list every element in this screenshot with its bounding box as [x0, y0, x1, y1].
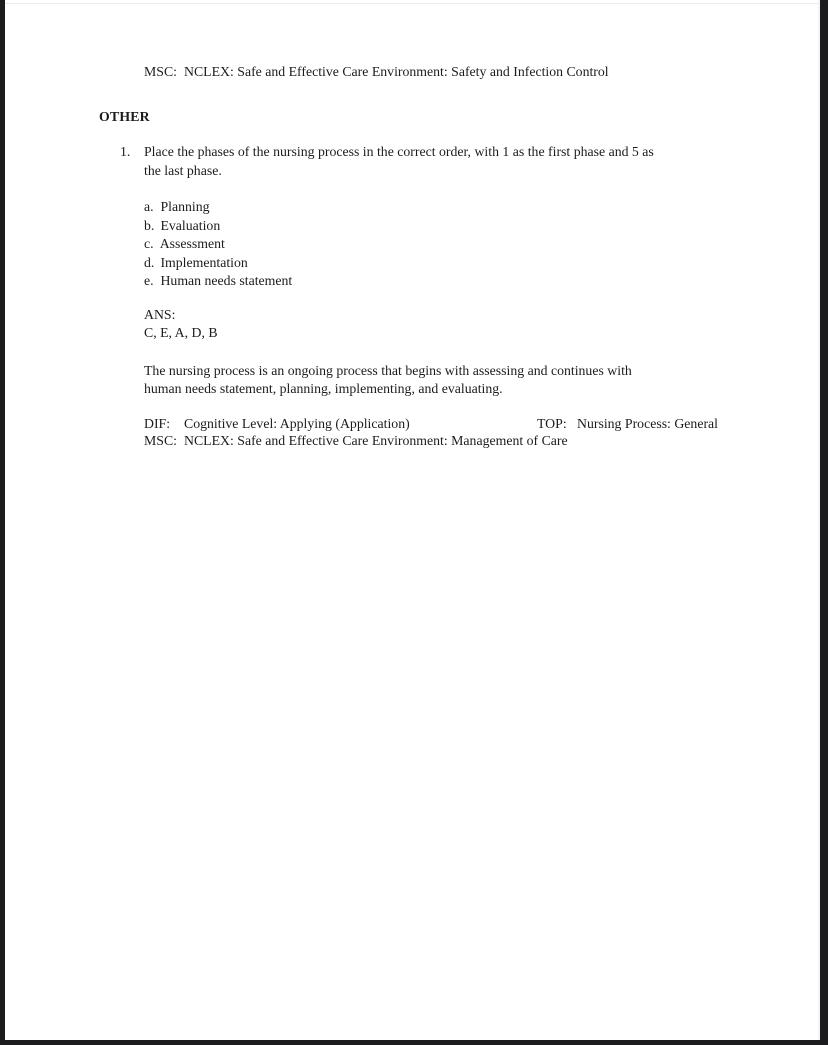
- msc-value: NCLEX: Safe and Effective Care Environment: Safety and Infection Control: [184, 64, 609, 79]
- dif-top-line: [144, 415, 758, 432]
- option-row: [144, 198, 758, 217]
- question-prompt: [144, 143, 654, 180]
- top-part: [537, 415, 718, 432]
- option-letter: d.: [144, 254, 155, 270]
- option-text: Assessment: [159, 236, 225, 252]
- previous-question-msc-line: [144, 63, 758, 82]
- page-content: [5, 63, 818, 449]
- option-text: Human needs statement: [160, 273, 293, 289]
- dif-label: DIF:: [144, 415, 171, 431]
- top-value: Nursing Process: General: [577, 415, 719, 431]
- question-prompt-line: Place the phases of the nursing process in the correct order, with 1 as the first phase and 5 as: [144, 144, 654, 159]
- dif-value: Cognitive Level: Applying (Application): [184, 415, 410, 431]
- option-letter: e.: [144, 273, 154, 289]
- option-row: [144, 272, 758, 291]
- msc-label: MSC:: [144, 432, 177, 448]
- document-page: [5, 0, 820, 1040]
- option-text: Evaluation: [160, 217, 221, 233]
- answer-label: ANS:: [144, 306, 176, 322]
- option-row: [144, 235, 758, 254]
- answer-value: C, E, A, D, B: [144, 325, 218, 341]
- option-letter: a.: [144, 199, 154, 214]
- answer-block: [144, 306, 758, 343]
- option-letter: b.: [144, 217, 155, 233]
- question-number: 1.: [120, 144, 131, 159]
- option-text: Planning: [160, 199, 210, 214]
- msc-label: MSC:: [144, 64, 177, 79]
- question-block: [99, 143, 758, 180]
- msc-line: [144, 432, 758, 449]
- msc-value: NCLEX: Safe and Effective Care Environment: Management of Care: [184, 432, 568, 448]
- rationale-line: human needs statement, planning, implementing, and evaluating.: [144, 381, 503, 397]
- top-label: TOP:: [537, 415, 567, 431]
- question-prompt-line: the last phase.: [144, 162, 222, 178]
- rationale-line: The nursing process is an ongoing process that begins with assessing and continues with: [144, 362, 632, 378]
- option-row: [144, 217, 758, 236]
- option-letter: c.: [144, 236, 154, 252]
- rationale: [144, 362, 758, 399]
- section-heading: OTHER: [99, 108, 150, 124]
- page-top-edge-line: [5, 3, 818, 4]
- question-meta: [144, 415, 758, 449]
- option-row: [144, 254, 758, 273]
- option-text: Implementation: [160, 254, 248, 270]
- options-list: [144, 198, 758, 291]
